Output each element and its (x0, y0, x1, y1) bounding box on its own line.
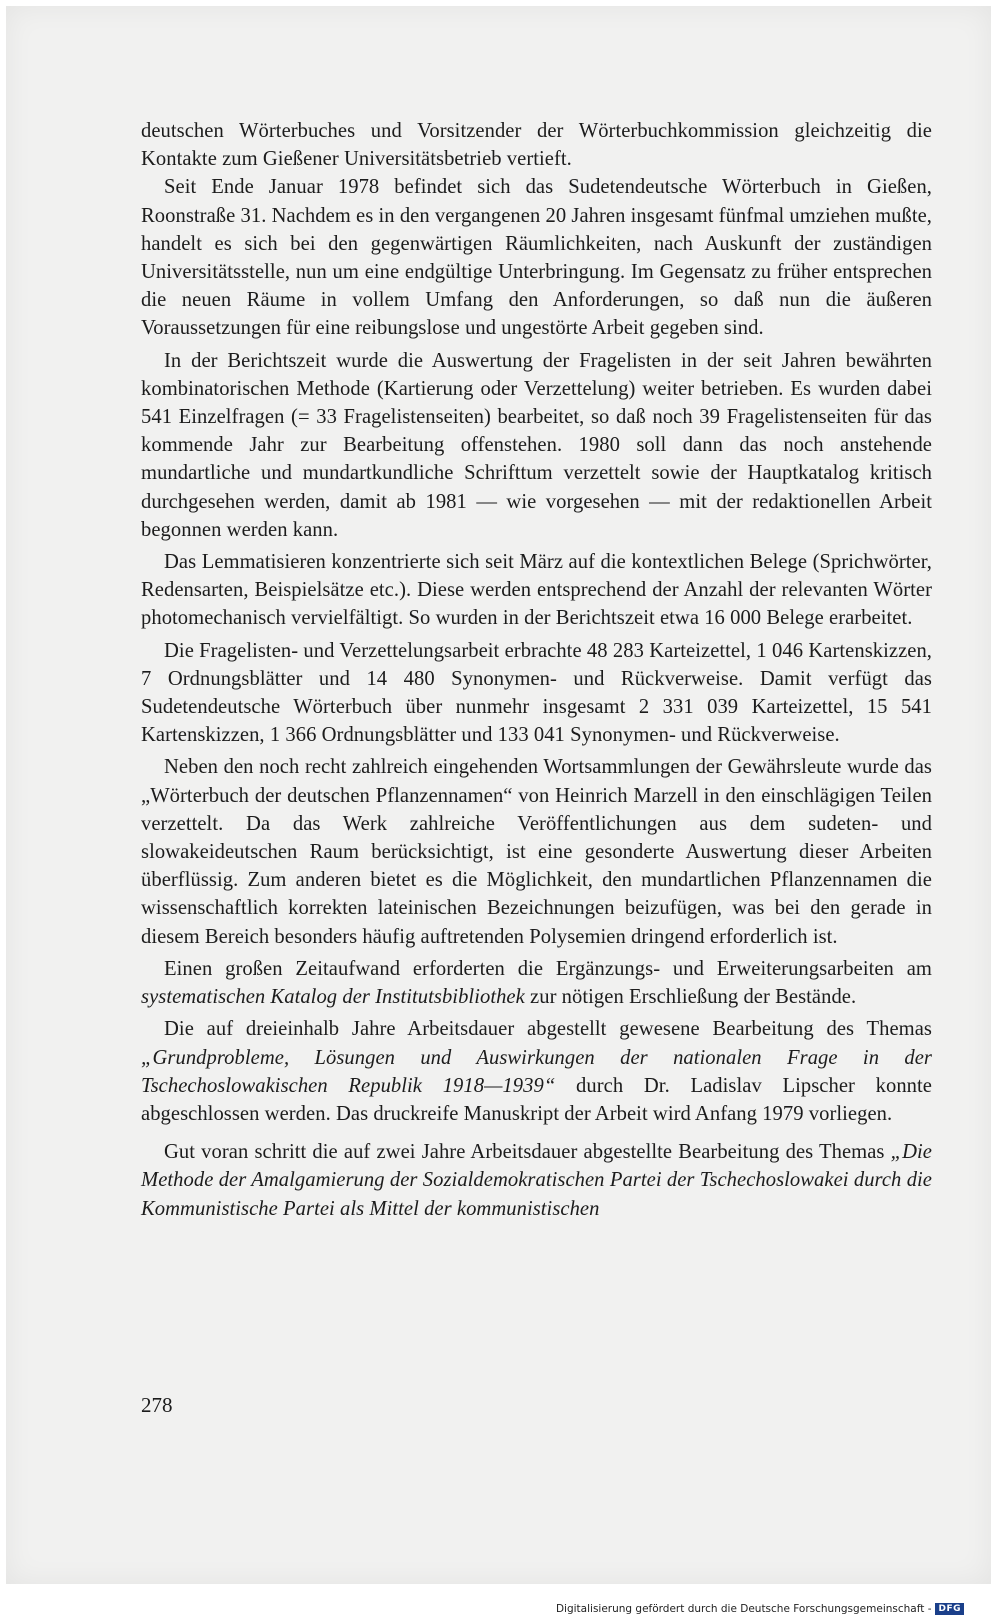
credit-text: Digitalisierung gefördert durch die Deutsche Forschungsgemeinschaft - (555, 1603, 932, 1615)
paragraph (141, 753, 932, 950)
text-run: deutschen Wörterbuches und Vorsitzender der Wörterbuchkommission gleichzeitig die Kontakte zum Gießener Universitätsbetrieb vertieft. (141, 120, 932, 171)
text-run: Gut voran schritt die auf zwei Jahre Arbeitsdauer abgestellte Bearbeitung des Themas (164, 1141, 891, 1164)
paragraph (141, 637, 932, 750)
text-run: In der Berichtszeit wurde die Auswertung der Fragelisten in der seit Jahren bewährten kombinatorischen Methode (Kartierung oder Verzettelung) weiter betrieben. Es wurden dabei 541 Einzelfragen (= 33 Fragelistenseiten) bearbeitet, so daß noch 39 Fragelistenseiten für das kommende Jahr zur Bearbeitung offenstehen. 1980 soll dann das noch anstehende mundartliche und mundartkundliche Schrifttum verzettelt sowie der Hauptkatalog kritisch durchgesehen werden, damit ab 1981 — wie vorgesehen — mit der redaktionellen Arbeit begonnen werden kann. (141, 349, 932, 541)
paragraph (141, 117, 932, 173)
text-run: Die Fragelisten- und Verzettelungsarbeit erbrachte 48 283 Karteizettel, 1 046 Kartenskizzen, 7 Ordnungsblätter und 14 480 Synonymen- und Rückverweise. Damit verfügt das Sudetendeutsche Wörterbuch über nunmehr insgesamt 2 331 039 Karteizettel, 15 541 Kartenskizzen, 1 366 Ordnungsblätter und 133 041 Synonymen- und Rückverweise. (141, 639, 932, 747)
italic-text-run: „Grundprobleme, Lösungen und Auswirkungen der nationalen Frage in der Tschechoslowakischen Republik 1918—1939“ (141, 1046, 932, 1097)
paragraph (141, 1015, 932, 1128)
paragraph (141, 347, 932, 544)
text-run: durch Dr. Ladislav Lipscher konnte abgeschlossen werden. Das druckreife Manuskript der Arbeit wird Anfang 1979 vorliegen. (141, 1074, 932, 1125)
text-run: Neben den noch recht zahlreich eingehenden Wortsammlungen der Gewährsleute wurde das „Wörterbuch der deutschen Pflanzennamen“ von Heinrich Marzell in den einschlägigen Teilen verzettelt. Da das Werk zahlreiche Veröffentlichungen aus dem sudeten- und slowakeideutschen Raum berücksichtigt, ist eine gesonderte Auswertung dieser Arbeiten überflüssig. Zum anderen bietet es die Möglichkeit, den mundartlichen Pflanzennamen die wissenschaftlich korrekten lateinischen Bezeichnungen beizufügen, was bei den gerade in diesem Bereich besonders häufig auftretenden Polysemien dringend erforderlich ist. (141, 756, 932, 948)
text-run: Einen großen Zeitaufwand erforderten die Ergänzungs- und Erweiterungsarbeiten am (164, 957, 932, 980)
text-run: Das Lemmatisieren konzentrierte sich seit März auf die kontextlichen Belege (Sprichwörter, Redensarten, Beispielsätze etc.). Diese werden entsprechend der Anzahl der relevanten Wörter photomechanisch vervielfältigt. So wurden in der Berichtszeit etwa 16 000 Belege erarbeitet. (141, 551, 932, 630)
paragraph (141, 548, 932, 633)
digitization-credit (556, 1603, 964, 1615)
text-run: Seit Ende Januar 1978 befindet sich das Sudetendeutsche Wörterbuch in Gießen, Roonstraße 31. Nachdem es in den vergangenen 20 Jahren insgesamt fünfmal umziehen mußte, handelt es sich bei den gegenwärtigen Räumlichkeiten, nach Auskunft der zuständigen Universitätsstelle, nun um eine endgültige Unterbringung. Im Gegensatz zu früher entsprechen die neuen Räume in vollem Umfang den Anforderungen, so daß nun die äußeren Voraussetzungen für eine reibungslose und ungestörte Arbeit gegeben sind. (141, 176, 932, 340)
paragraph (141, 1138, 932, 1223)
page-number: 278 (141, 1393, 173, 1417)
body-text (141, 117, 932, 1223)
italic-text-run: systematischen Katalog der Institutsbibliothek (141, 986, 525, 1009)
text-run: zur nötigen Erschließung der Bestände. (524, 986, 857, 1009)
paragraph (141, 173, 932, 342)
text-run: Die auf dreieinhalb Jahre Arbeitsdauer abgestellt gewesene Bearbeitung des Themas (164, 1018, 932, 1041)
italic-text-run: „Die Methode der Amalgamierung der Sozialdemokratischen Partei der Tschechoslowakei durch die Kommunistische Partei als Mittel der kommunistischen (141, 1141, 932, 1220)
dfg-logo: DFG (935, 1603, 964, 1615)
paragraph (141, 955, 932, 1011)
